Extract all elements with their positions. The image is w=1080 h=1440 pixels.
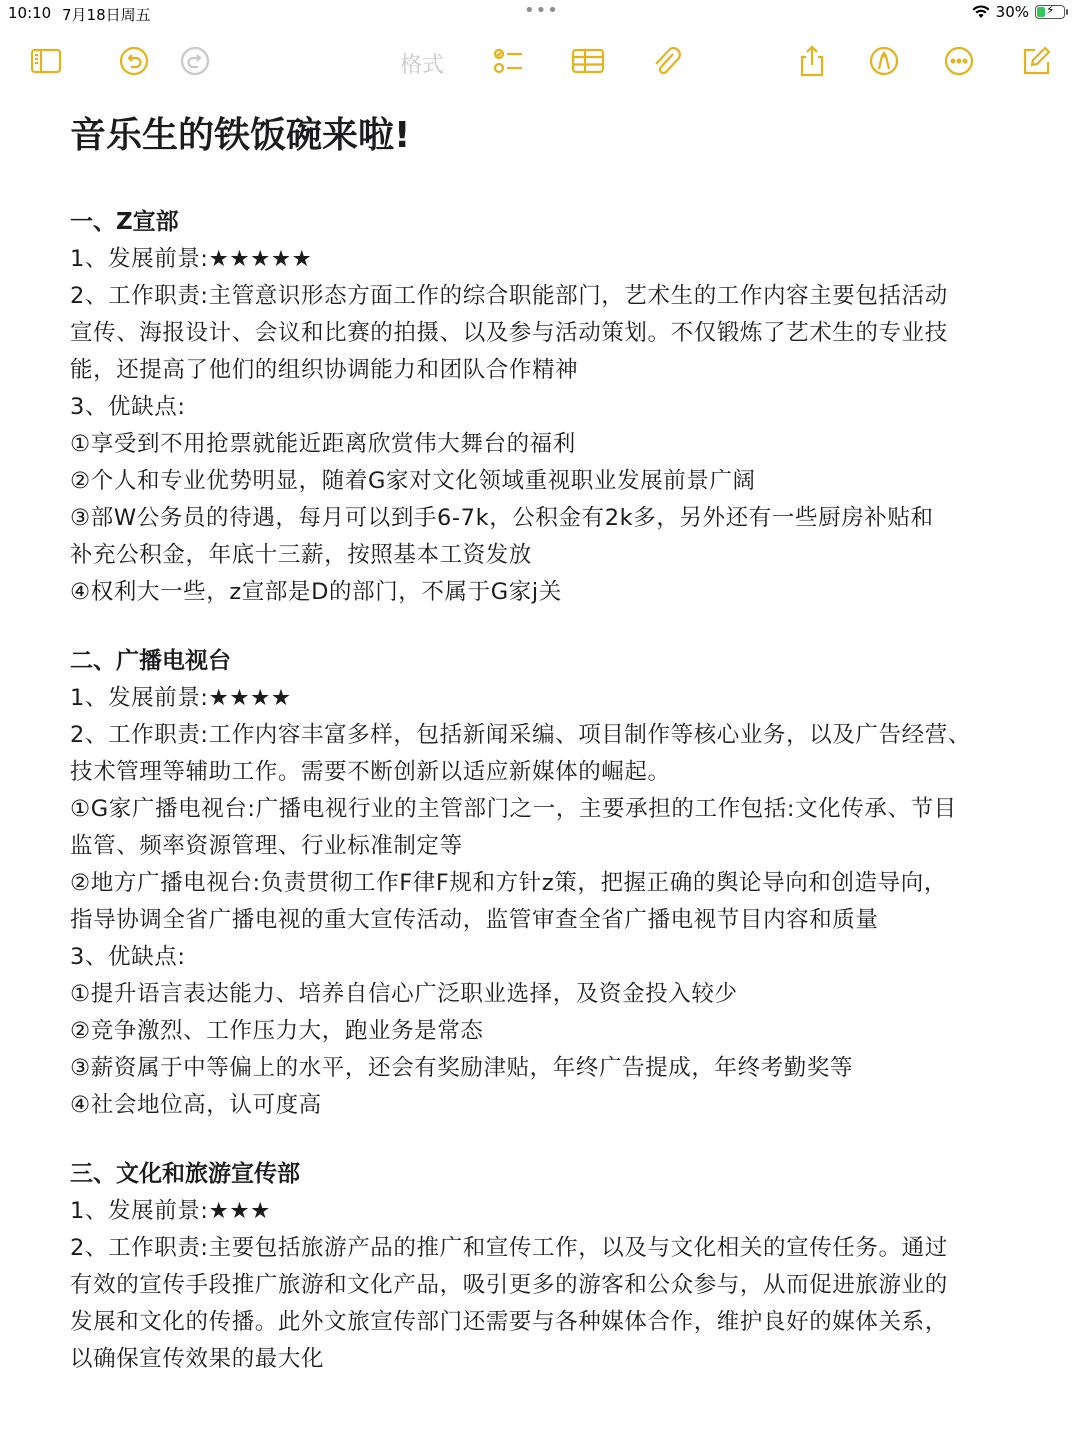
status-time: 10:10 [8, 4, 52, 22]
table-icon[interactable] [570, 44, 606, 78]
format-button[interactable]: 格式 [400, 53, 445, 78]
note-line: 发展和文化的传播。此外文旅宣传部门还需要与各种媒体合作，维护良好的媒体关系， [70, 1309, 948, 1335]
note-line: ①G家广播电视台:广播电视行业的主管部门之一，主要承担的工作包括:文化传承、节目 [70, 796, 957, 822]
sidebar-icon[interactable] [28, 44, 64, 78]
note-title: 音乐生的铁饭碗来啦! [70, 115, 411, 156]
status-right [972, 3, 1068, 21]
attachment-icon[interactable] [648, 44, 684, 78]
section-heading: 三、文化和旅游宣传部 [70, 1161, 300, 1187]
section-2 [70, 643, 1020, 1124]
note-line: ②竞争激烈、工作压力大，跑业务是常态 [70, 1018, 484, 1044]
note-line: 有效的宣传手段推广旅游和文化产品，吸引更多的游客和公众参与，从而促进旅游业的 [70, 1272, 948, 1298]
status-date: 7月18日周五 [62, 6, 151, 24]
more-icon[interactable] [941, 44, 977, 78]
toolbar [0, 36, 1080, 86]
note-line: 1、发展前景:★★★ [70, 1198, 271, 1224]
note-body[interactable] [70, 112, 1020, 1410]
note-line: 3、优缺点: [70, 394, 186, 420]
note-line: 监管、频率资源管理、行业标准制定等 [70, 833, 463, 859]
status-bar [0, 0, 1080, 28]
note-line: 1、发展前景:★★★★ [70, 685, 292, 711]
note-line: ④权利大一些，z宣部是D的部门，不属于G家j关 [70, 579, 562, 605]
note-line: 指导协调全省广播电视的重大宣传活动，监管审查全省广播电视节目内容和质量 [70, 907, 879, 933]
compose-icon[interactable] [1018, 44, 1054, 78]
note-line: 能，还提高了他们的组织协调能力和团队合作精神 [70, 357, 579, 383]
note-line: ①提升语言表达能力、培养自信心广泛职业选择，及资金投入较少 [70, 981, 738, 1007]
battery-icon: ⚡ [1035, 5, 1065, 19]
section-heading: 一、Z宣部 [70, 209, 179, 235]
battery-cap [1066, 9, 1068, 15]
share-icon[interactable] [794, 44, 830, 78]
redo-icon[interactable] [177, 44, 213, 78]
undo-icon[interactable] [116, 44, 152, 78]
note-line: ③薪资属于中等偏上的水平，还会有奖励津贴，年终广告提成，年终考勤奖等 [70, 1055, 854, 1081]
section-heading: 二、广播电视台 [70, 648, 231, 674]
note-line: 2、工作职责:工作内容丰富多样，包括新闻采编、项目制作等核心业务，以及广告经营、 [70, 722, 971, 748]
note-line: 2、工作职责:主管意识形态方面工作的综合职能部门，艺术生的工作内容主要包括活动 [70, 283, 948, 309]
checklist-icon[interactable] [490, 44, 526, 78]
note-line: 技术管理等辅助工作。需要不断创新以适应新媒体的崛起。 [70, 759, 671, 785]
note-line: ②地方广播电视台:负责贯彻工作F律F规和方针z策，把握正确的舆论导向和创造导向， [70, 870, 947, 896]
note-line: 以确保宣传效果的最大化 [70, 1346, 325, 1372]
note-line: 3、优缺点: [70, 944, 186, 970]
note-line: 宣传、海报设计、会议和比赛的拍摄、以及参与活动策划。不仅锻炼了艺术生的专业技 [70, 320, 948, 346]
note-line: ③部W公务员的待遇，每月可以到手6-7k，公积金有2k多，另外还有一些厨房补贴和 [70, 505, 934, 531]
note-line: ④社会地位高，认可度高 [70, 1092, 322, 1118]
note-line: 2、工作职责:主要包括旅游产品的推广和宣传工作，以及与文化相关的宣传任务。通过 [70, 1235, 948, 1261]
multitasking-dots-icon[interactable]: ••• [524, 0, 559, 21]
markup-icon[interactable] [866, 44, 902, 78]
section-1 [70, 204, 1020, 611]
section-3 [70, 1156, 1020, 1378]
note-line: ①享受到不用抢票就能近距离欣赏伟大舞台的福利 [70, 431, 576, 457]
note-line: 补充公积金，年底十三薪，按照基本工资发放 [70, 542, 533, 568]
wifi-icon [972, 5, 990, 19]
note-line: 1、发展前景:★★★★★ [70, 246, 313, 272]
note-line: ②个人和专业优势明显，随着G家对文化领域重视职业发展前景广阔 [70, 468, 756, 494]
battery-percent: 30% [995, 3, 1029, 21]
